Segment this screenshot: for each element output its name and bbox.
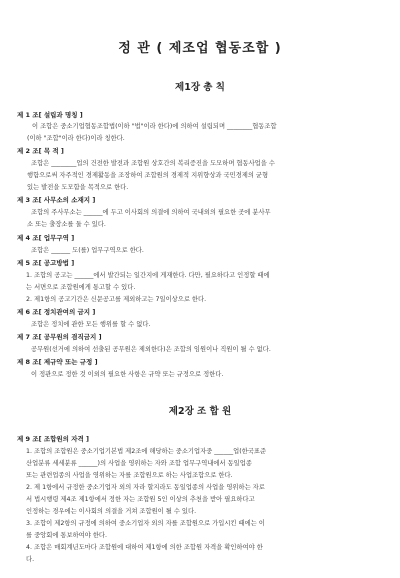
chapter-2-heading: 제2장 조 합 원 [168, 406, 232, 417]
article-2-heading: 제 2 조[ 목 적 ] [17, 147, 64, 155]
article-8-line-1: 이 정관으로 정한 것 이외의 필요한 사항은 규약 또는 규정으로 정한다. [31, 371, 224, 378]
article-1-line-2: (이하 "조합"이라 한다)이라 칭한다. [27, 135, 125, 142]
document-title: 정 관 ( 제조업 협동조합 ) [118, 41, 282, 56]
article-9-line-8: 를 중앙회에 통보하여야 한다. [26, 532, 107, 539]
article-4-heading: 제 4 조[ 업무구역 ] [17, 234, 75, 242]
article-3-heading: 제 3 조[ 사무소의 소재지 ] [17, 196, 96, 204]
article-5-heading: 제 5 조[ 공고방법 ] [17, 259, 75, 267]
article-9-line-7: 3. 조합이 제2항의 규정에 의하여 중소기업자 외의 자를 조합원으로 가입시킨 때에는 이 [26, 520, 265, 527]
article-9-line-9: 4. 조합은 매회계년도마다 조합원에 대하여 제1항에 의한 조합원 자격을 확인하여야 한 [26, 544, 263, 551]
article-4-line-1: 조합은 ______ 도(를) 업무구역으로 한다. [31, 247, 144, 254]
article-9-line-5: 서 법시행령 제4조 제1항에서 정한 자는 조합원 5인 이상의 추천을 받아 필요하다고 [26, 496, 255, 503]
article-5-line-2: 는 서면으로 조합원에게 통고할 수 있다. [26, 284, 136, 291]
article-3-line-2: 소 또는 출장소를 둘 수 있다. [27, 221, 106, 228]
article-9-heading: 제 9 조[ 조합원의 자격 ] [17, 435, 90, 443]
article-1-heading: 제 1 조[ 설립과 명칭 ] [17, 111, 83, 119]
article-5-line-1: 1. 조합의 공고는 ______에서 발간되는 일간지에 게재한다. 다만, 필요하다고 인정할 때에 [26, 272, 270, 279]
article-2-line-1: 조합은 ________업의 건전한 발전과 조합원 상호간의 복리증진을 도모하며 협동사업을 수 [31, 160, 275, 167]
article-9-line-1: 1. 조합의 조합원은 중소기업기본법 제2조에 해당하는 중소기업자중 ______업(한국표준 [26, 448, 267, 455]
article-9-line-6: 인정하는 경우에는 이사회의 의결을 거쳐 조합원이 될 수 있다. [26, 508, 197, 515]
article-2-line-3: 있는 발전을 도모함을 목적으로 한다. [27, 184, 129, 191]
article-7-line-1: 공무원(선거에 의하여 선출된 공무원은 제외한다)은 조합의 임원이나 직원이 될 수 없다. [31, 346, 271, 353]
article-6-line-1: 조합은 정치에 관한 모든 행위를 할 수 없다. [31, 321, 151, 328]
article-7-heading: 제 7 조[ 공무원의 겸직금지 ] [17, 333, 102, 341]
article-8-heading: 제 8 조[ 제규약 또는 규정 ] [17, 358, 98, 366]
article-9-line-2: 산업분류 세세분류 ______)의 사업을 영위하는 자와 조합 업무구역내에서 동일업종 [26, 460, 252, 467]
article-6-heading: 제 6 조[ 정치관여의 금지 ] [17, 308, 96, 316]
article-1-line-1: 이 조합은 중소기업협동조합법(이하 "법"이라 한다)에 의하여 설립되며 ________협동조합 [32, 123, 277, 130]
article-3-line-1: 조합의 주사무소는 ______에 두고 이사회의 의결에 의하여 국내외의 필요한 곳에 분사무 [31, 209, 271, 216]
article-5-line-3: 2. 제1항의 공고기간은 신문공고를 제외하고는 7일이상으로 한다. [26, 296, 207, 303]
article-9-line-4: 2. 제 1항에서 규정한 중소기업자 외의 자라 할지라도 동일업종의 사업을 영위하는 자로 [26, 484, 265, 491]
article-9-line-3: 또는 관련업종의 사업을 영위하는 자를 조합원으로 하는 사업조합으로 한다. [26, 472, 233, 479]
article-9-line-10: 다. [26, 556, 35, 563]
chapter-1-heading: 제1장 총 칙 [175, 82, 225, 93]
article-2-line-2: 행함으로써 자주적인 경제활동을 조장하여 조합원의 경제적 지위향상과 국민경제의 균형 [27, 172, 269, 179]
